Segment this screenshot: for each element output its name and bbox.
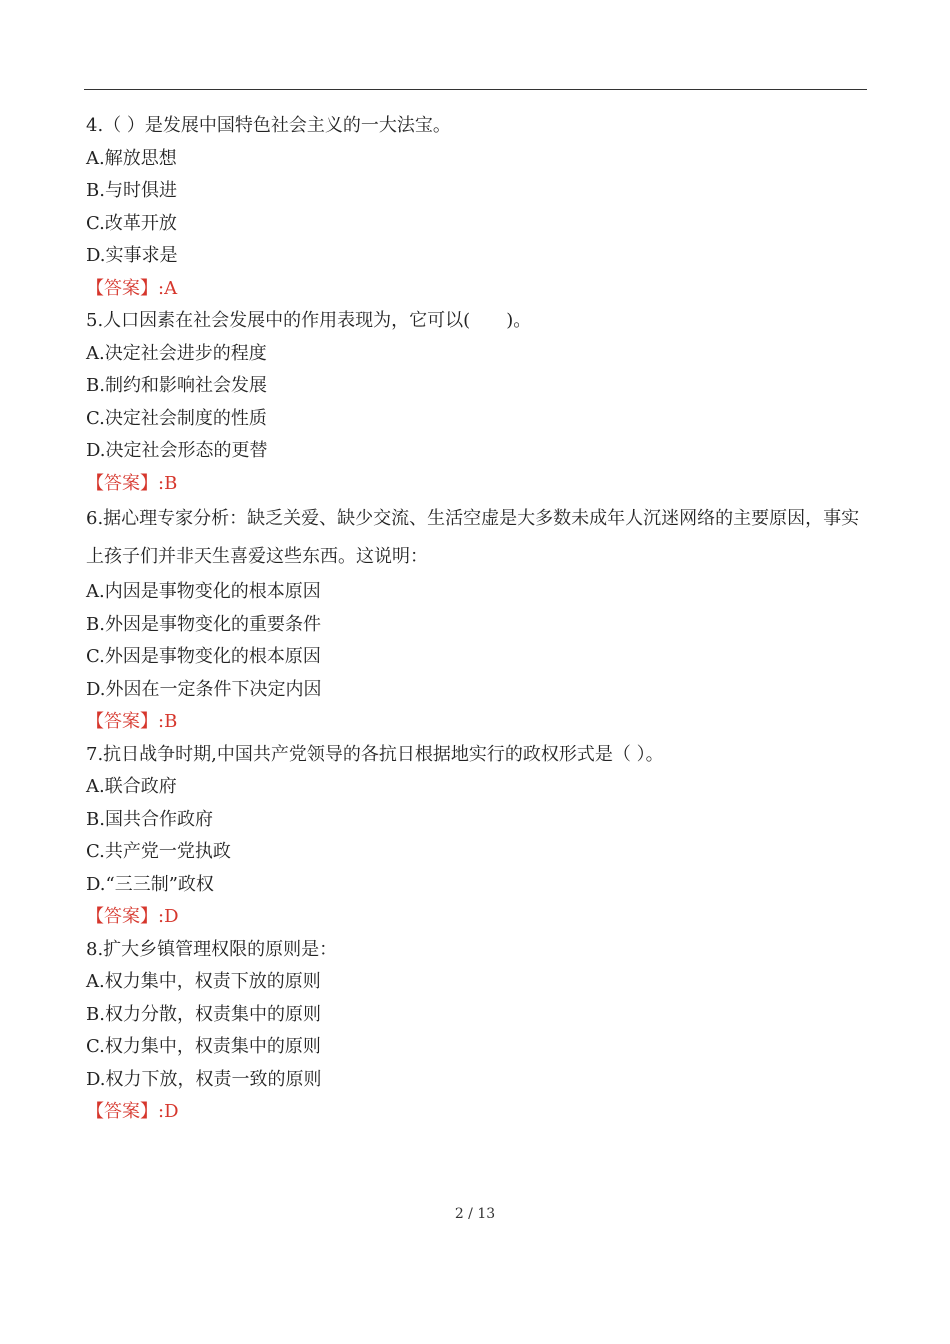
option-a: A.解放思想 — [86, 147, 177, 169]
option-b: B.与时俱进 — [86, 180, 177, 201]
option-b: B.权力分散，权责集中的原则 — [86, 1003, 321, 1025]
option-d: D.外因在一定条件下决定内因 — [86, 678, 322, 700]
option-a: A.决定社会进步的程度 — [86, 342, 267, 364]
answer-line — [86, 1096, 871, 1129]
option-c: C.外因是事物变化的根本原因 — [86, 646, 321, 667]
option-a: A.联合政府 — [86, 776, 177, 797]
option-a: A.内因是事物变化的根本原因 — [86, 581, 321, 602]
question-5 — [86, 305, 871, 500]
question-stem: 4.（ ）是发展中国特色社会主义的一大法宝。 — [86, 115, 451, 136]
option-a: A.权力集中，权责下放的原则 — [86, 971, 321, 992]
answer-value: B — [164, 472, 178, 494]
answer-value: D — [164, 1101, 179, 1122]
option-c: C.权力集中，权责集中的原则 — [86, 1036, 321, 1057]
question-stem: 6.据心理专家分析：缺乏关爱、缺少交流、生活空虚是大多数未成年人沉迷网络的主要原因，事实上孩子们并非天生喜爱这些东西。这说明： — [86, 508, 860, 567]
option-d: D.决定社会形态的更替 — [86, 440, 268, 461]
option-c: C.改革开放 — [86, 212, 177, 234]
answer-value: D — [164, 906, 179, 927]
answer-line — [86, 901, 871, 934]
question-stem: 5.人口因素在社会发展中的作用表现为，它可以( )。 — [86, 310, 532, 331]
document-body — [86, 110, 871, 1129]
answer-line — [86, 468, 871, 501]
option-d: D.“三三制”政权 — [86, 873, 214, 895]
question-8 — [86, 934, 871, 1129]
answer-value: B — [164, 711, 178, 732]
question-stem: 7.抗日战争时期,中国共产党领导的各抗日根据地实行的政权形式是（ ）。 — [86, 743, 664, 765]
answer-label: 【答案】: — [86, 277, 165, 299]
answer-label: 【答案】: — [86, 1101, 165, 1122]
question-stem: 8.扩大乡镇管理权限的原则是： — [86, 938, 338, 960]
header-rule — [84, 89, 867, 90]
question-6 — [86, 500, 871, 739]
option-b: B.外因是事物变化的重要条件 — [86, 613, 321, 635]
answer-label: 【答案】: — [86, 711, 165, 732]
answer-label: 【答案】: — [86, 906, 165, 927]
option-d: D.权力下放，权责一致的原则 — [86, 1068, 322, 1090]
answer-line — [86, 273, 871, 306]
option-d: D.实事求是 — [86, 245, 178, 266]
question-4 — [86, 110, 871, 305]
page-indicator: 2 / 13 — [454, 1206, 496, 1222]
option-c: C.决定社会制度的性质 — [86, 407, 267, 429]
answer-line — [86, 706, 871, 739]
question-7 — [86, 739, 871, 934]
answer-value: A — [164, 277, 178, 299]
answer-label: 【答案】: — [86, 472, 165, 494]
option-b: B.制约和影响社会发展 — [86, 375, 267, 396]
option-c: C.共产党一党执政 — [86, 841, 231, 862]
option-b: B.国共合作政府 — [86, 808, 213, 830]
